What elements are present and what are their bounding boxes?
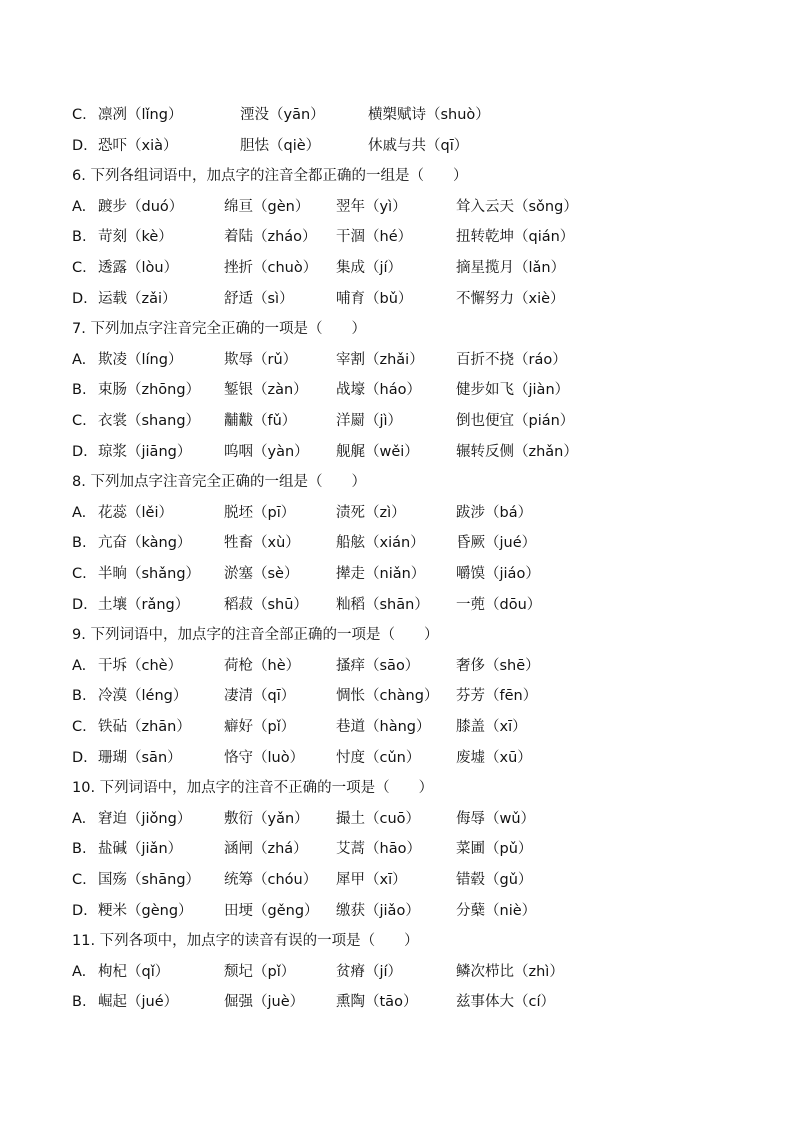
option-item: 粳米（gèng）	[98, 902, 193, 919]
option-item: 分蘖（niè）	[456, 902, 537, 919]
option-item: 休戚与共（qī）	[368, 137, 469, 154]
option-letter: D.	[72, 749, 88, 766]
option-line	[0, 990, 794, 1014]
option-item: 缴获（jiǎo）	[336, 902, 420, 919]
option-item: 踱步（duó）	[98, 198, 184, 215]
question-text: 9. 下列词语中，加点字的注音全部正确的一项是（ ）	[72, 627, 439, 644]
question-line	[0, 470, 794, 494]
option-item: 艾蒿（hāo）	[336, 841, 421, 858]
option-item: 辗转反侧（zhǎn）	[456, 443, 578, 460]
option-item: 昏厥（jué）	[456, 535, 537, 552]
option-item: 舒适（sì）	[224, 290, 294, 307]
option-letter: D.	[72, 902, 88, 919]
option-item: 翌年（yì）	[336, 198, 407, 215]
option-item: 搔痒（sāo）	[336, 657, 420, 674]
option-item: 铁砧（zhān）	[98, 719, 191, 735]
option-line	[0, 654, 794, 678]
option-line	[0, 195, 794, 219]
option-item: 运载（zǎi）	[98, 290, 177, 307]
option-item: 黼黻（fǔ）	[224, 413, 297, 429]
option-item: 犀甲（xī）	[336, 872, 407, 888]
option-item: 集成（jí）	[336, 260, 403, 276]
option-item: 胆怯（qiè）	[240, 137, 321, 154]
option-item: 束肠（zhōng）	[98, 382, 201, 399]
option-item: 颓圮（pǐ）	[224, 963, 296, 980]
option-item: 芬芳（fēn）	[456, 688, 538, 705]
option-line	[0, 501, 794, 525]
question-text: 7. 下列加点字注音完全正确的一项是（ ）	[72, 321, 366, 338]
option-item: 哺育（bǔ）	[336, 290, 413, 307]
option-item: 干涸（hé）	[336, 229, 413, 246]
option-item: 恪守（luò）	[224, 749, 305, 766]
option-item: 膝盖（xī）	[456, 719, 527, 735]
option-item: 熏陶（tāo）	[336, 994, 418, 1011]
option-item: 籼稻（shān）	[336, 596, 429, 613]
option-item: 稻菽（shū）	[224, 596, 308, 613]
option-line	[0, 807, 794, 831]
question-line	[0, 317, 794, 341]
option-item: 凄清（qī）	[224, 688, 296, 705]
option-letter: D.	[72, 443, 88, 460]
option-line	[0, 225, 794, 249]
option-line	[0, 409, 794, 433]
option-item: 凛冽（lǐng）	[98, 107, 183, 123]
option-item: 错毂（gǔ）	[456, 872, 533, 888]
option-item: 涵闸（zhá）	[224, 841, 308, 858]
option-item: 船舷（xián）	[336, 535, 425, 552]
option-letter: D.	[72, 137, 88, 154]
option-line	[0, 378, 794, 402]
option-line	[0, 593, 794, 617]
option-line	[0, 103, 794, 127]
option-item: 田埂（gěng）	[224, 902, 319, 919]
option-letter: A.	[72, 504, 87, 521]
option-letter: C.	[72, 566, 87, 582]
option-item: 恐吓（xià）	[98, 137, 178, 154]
option-item: 战壕（háo）	[336, 382, 421, 399]
option-line	[0, 440, 794, 464]
option-letter: B.	[72, 535, 87, 552]
option-item: 嚼馍（jiáo）	[456, 566, 540, 582]
option-item: 敷衍（yǎn）	[224, 810, 309, 827]
option-line	[0, 715, 794, 739]
option-item: 倔强（juè）	[224, 994, 305, 1011]
option-line	[0, 868, 794, 892]
option-item: 透露（lòu）	[98, 260, 179, 276]
option-item: 倒也便宜（pián）	[456, 413, 575, 429]
option-item: 牲畜（xù）	[224, 535, 300, 552]
option-letter: B.	[72, 229, 87, 246]
option-line	[0, 960, 794, 984]
option-line	[0, 562, 794, 586]
option-item: 一蔸（dōu）	[456, 596, 542, 613]
option-item: 花蕊（lěi）	[98, 504, 173, 521]
option-letter: C.	[72, 719, 87, 735]
option-item: 扭转乾坤（qián）	[456, 229, 575, 246]
option-item: 冷漠（léng）	[98, 688, 188, 705]
option-line	[0, 287, 794, 311]
option-item: 废墟（xū）	[456, 749, 532, 766]
option-item: 横槊赋诗（shuò）	[368, 107, 490, 123]
option-item: 湮没（yān）	[240, 107, 325, 123]
option-item: 渍死（zì）	[336, 504, 406, 521]
option-item: 菜圃（pǔ）	[456, 841, 533, 858]
option-letter: B.	[72, 688, 87, 705]
question-line	[0, 164, 794, 188]
option-letter: A.	[72, 198, 87, 215]
option-item: 忖度（cǔn）	[336, 749, 421, 766]
option-item: 窘迫（jiǒng）	[98, 810, 192, 827]
option-letter: C.	[72, 413, 87, 429]
question-text: 8. 下列加点字注音完全正确的一组是（ ）	[72, 474, 366, 491]
option-line	[0, 746, 794, 770]
option-item: 盐碱（jiǎn）	[98, 841, 183, 858]
option-item: 撮土（cuō）	[336, 810, 421, 827]
option-item: 鳞次栉比（zhì）	[456, 963, 564, 980]
option-item: 挫折（chuò）	[224, 260, 318, 276]
option-item: 跋涉（bá）	[456, 504, 533, 521]
option-item: 淤塞（sè）	[224, 566, 299, 582]
option-item: 洋罽（jì）	[336, 413, 403, 429]
option-line	[0, 899, 794, 923]
option-item: 干坼（chè）	[98, 657, 183, 674]
option-item: 着陆（zháo）	[224, 229, 317, 246]
option-letter: D.	[72, 596, 88, 613]
option-letter: C.	[72, 260, 87, 276]
option-item: 琼浆（jiāng）	[98, 443, 192, 460]
option-line	[0, 684, 794, 708]
option-letter: A.	[72, 963, 87, 980]
option-item: 呜咽（yàn）	[224, 443, 309, 460]
option-item: 珊瑚（sān）	[98, 749, 182, 766]
option-line	[0, 531, 794, 555]
option-item: 舰艉（wěi）	[336, 443, 419, 460]
option-line	[0, 256, 794, 280]
option-letter: D.	[72, 290, 88, 307]
option-item: 统筹（chóu）	[224, 872, 318, 888]
option-item: 亢奋（kàng）	[98, 535, 192, 552]
option-item: 衣裳（shang）	[98, 413, 201, 429]
option-letter: C.	[72, 107, 87, 123]
option-letter: A.	[72, 810, 87, 827]
question-text: 6. 下列各组词语中，加点字的注音全都正确的一组是（ ）	[72, 168, 468, 185]
option-line	[0, 837, 794, 861]
option-item: 兹事体大（cí）	[456, 994, 556, 1011]
option-letter: A.	[72, 351, 87, 368]
option-item: 欺凌（líng）	[98, 351, 183, 368]
question-text: 10. 下列词语中，加点字的注音不正确的一项是（ ）	[72, 780, 434, 797]
option-item: 百折不挠（ráo）	[456, 351, 567, 368]
option-item: 脱坯（pī）	[224, 504, 296, 521]
option-item: 奢侈（shē）	[456, 657, 540, 674]
option-item: 宰割（zhǎi）	[336, 351, 424, 368]
option-item: 荷枪（hè）	[224, 657, 301, 674]
option-item: 巷道（hàng）	[336, 719, 431, 735]
option-letter: B.	[72, 994, 87, 1011]
option-letter: B.	[72, 841, 87, 858]
option-line	[0, 134, 794, 158]
option-item: 撵走（niǎn）	[336, 566, 426, 582]
option-item: 癖好（pǐ）	[224, 719, 296, 735]
option-item: 錾银（zàn）	[224, 382, 308, 399]
option-line	[0, 348, 794, 372]
option-item: 崛起（jué）	[98, 994, 179, 1011]
option-letter: A.	[72, 657, 87, 674]
question-line	[0, 929, 794, 953]
option-item: 摘星揽月（lǎn）	[456, 260, 566, 276]
option-item: 绵亘（gèn）	[224, 198, 310, 215]
option-item: 耸入云天（sǒng）	[456, 198, 578, 215]
option-item: 侮辱（wǔ）	[456, 810, 536, 827]
option-item: 枸杞（qǐ）	[98, 963, 170, 980]
option-item: 半晌（shǎng）	[98, 566, 201, 582]
question-text: 11. 下列各项中，加点字的读音有误的一项是（ ）	[72, 933, 419, 950]
option-item: 惆怅（chàng）	[336, 688, 439, 705]
option-item: 不懈努力（xiè）	[456, 290, 565, 307]
option-item: 土壤（rǎng）	[98, 596, 190, 613]
option-item: 欺辱（rǔ）	[224, 351, 298, 368]
option-item: 国殇（shāng）	[98, 872, 201, 888]
option-item: 苛刻（kè）	[98, 229, 173, 246]
option-item: 贫瘠（jí）	[336, 963, 403, 980]
option-item: 健步如飞（jiàn）	[456, 382, 570, 399]
question-line	[0, 776, 794, 800]
question-line	[0, 623, 794, 647]
option-letter: B.	[72, 382, 87, 399]
option-letter: C.	[72, 872, 87, 888]
